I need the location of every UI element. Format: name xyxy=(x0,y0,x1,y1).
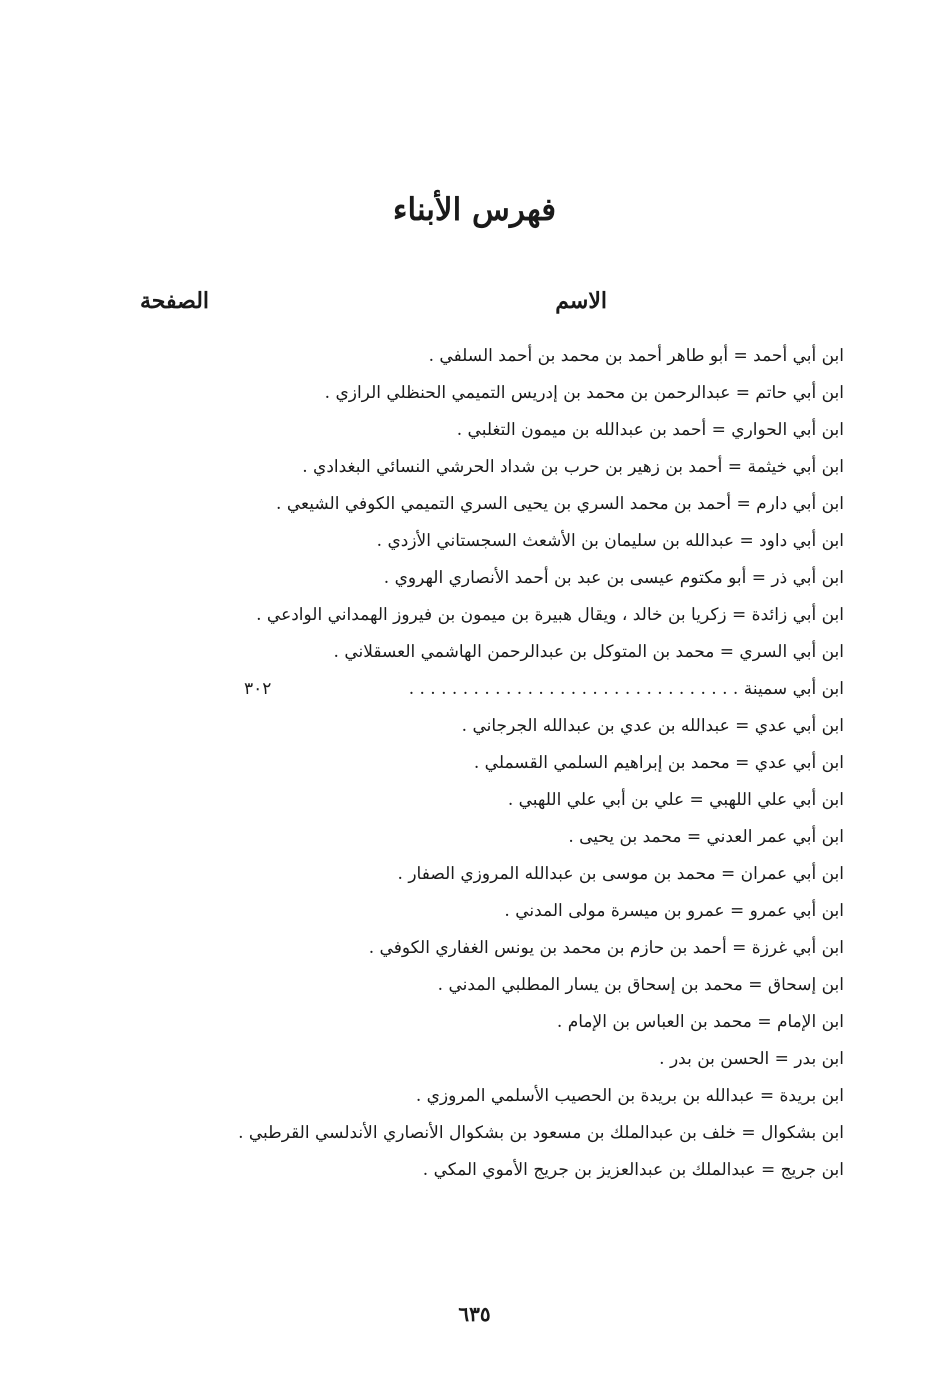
index-list xyxy=(238,338,844,1189)
index-entry xyxy=(244,375,844,412)
index-entry xyxy=(244,856,844,893)
index-entry xyxy=(244,634,844,671)
entry-text: ابن أبي السري = محمد بن المتوكل بن عبدالرحمن الهاشمي العسقلاني . xyxy=(333,642,844,662)
index-entry xyxy=(238,1115,844,1152)
entry-text: ابن أبي أحمد = أبو طاهر أحمد بن محمد بن أحمد السلفي . xyxy=(428,346,844,366)
entry-text: ابن بشكوال = خلف بن عبدالملك بن مسعود بن بشكوال الأنصاري الأندلسي القرطبي . xyxy=(238,1123,844,1143)
entry-text: ابن أبي داود = عبدالله بن سليمان بن الأشعث السجستاني الأزدي . xyxy=(376,531,844,551)
entry-text: ابن الإمام = محمد بن العباس بن الإمام . xyxy=(556,1012,844,1032)
entry-text: ابن بدر = الحسن بن بدر . xyxy=(659,1049,844,1069)
entry-text: ابن أبي سمينة . . . . . . . . . . . . . . . . . . . . . . . . . . . . . . . xyxy=(408,679,844,699)
index-entry xyxy=(244,967,844,1004)
entry-text: ابن إسحاق = محمد بن إسحاق بن يسار المطلبي المدني . xyxy=(437,975,844,995)
index-entry xyxy=(244,819,844,856)
page-number: ٦٣٥ xyxy=(458,1302,491,1326)
index-entry xyxy=(244,597,844,634)
entry-text: ابن أبي حاتم = عبدالرحمن بن محمد بن إدريس التميمي الحنظلي الرازي . xyxy=(324,383,844,403)
entry-text: ابن جريج = عبدالملك بن عبدالعزيز بن جريج الأموي المكي . xyxy=(422,1160,844,1180)
page-title: فهرس الأبناء xyxy=(392,192,557,228)
index-entry xyxy=(244,412,844,449)
index-entry xyxy=(244,1004,844,1041)
entry-text: ابن أبي عدي = محمد بن إبراهيم السلمي القسملي . xyxy=(473,753,844,773)
entry-text: ابن بريدة = عبدالله بن بريدة بن الحصيب الأسلمي المروزي . xyxy=(415,1086,844,1106)
index-entry xyxy=(244,930,844,967)
entry-text: ابن أبي خيثمة = أحمد بن زهير بن حرب بن شداد الحرشي النسائي البغدادي . xyxy=(302,457,844,477)
entry-text: ابن أبي عمر العدني = محمد بن يحيى . xyxy=(568,827,844,847)
column-header-name: الاسم xyxy=(555,288,607,314)
index-entry xyxy=(244,708,844,745)
entry-page-number: ٣٠٢ xyxy=(244,679,272,699)
index-entry xyxy=(244,1041,844,1078)
entry-text: ابن أبي دارم = أحمد بن محمد السري بن يحيى السري التميمي الكوفي الشيعي . xyxy=(276,494,844,514)
entry-text: ابن أبي عدي = عبدالله بن عدي بن عبدالله الجرجاني . xyxy=(461,716,844,736)
index-entry xyxy=(244,560,844,597)
index-entry xyxy=(244,523,844,560)
entry-text: ابن أبي عمران = محمد بن موسى بن عبدالله المروزي الصفار . xyxy=(397,864,844,884)
entry-text: ابن أبي علي اللهبي = علي بن أبي علي اللهبي . xyxy=(507,790,844,810)
entry-text: ابن أبي ذر = أبو مكتوم عيسى بن عبد بن أحمد الأنصاري الهروي . xyxy=(383,568,844,588)
index-entry xyxy=(244,1152,844,1189)
index-entry xyxy=(244,486,844,523)
entry-text: ابن أبي زائدة = زكريا بن خالد ، ويقال هبيرة بن ميمون بن فيروز الهمداني الوادعي . xyxy=(256,605,844,625)
entry-text: ابن أبي غرزة = أحمد بن حازم بن محمد بن يونس الغفاري الكوفي . xyxy=(368,938,844,958)
index-entry xyxy=(244,745,844,782)
index-entry xyxy=(244,1078,844,1115)
index-entry xyxy=(244,449,844,486)
index-entry xyxy=(244,671,844,708)
index-entry xyxy=(244,893,844,930)
index-entry xyxy=(244,782,844,819)
column-header-page: الصفحة xyxy=(140,288,210,314)
entry-text: ابن أبي عمرو = عمرو بن ميسرة مولى المدني . xyxy=(504,901,844,921)
index-entry xyxy=(244,338,844,375)
entry-text: ابن أبي الحواري = أحمد بن عبدالله بن ميمون التغلبي . xyxy=(456,420,844,440)
